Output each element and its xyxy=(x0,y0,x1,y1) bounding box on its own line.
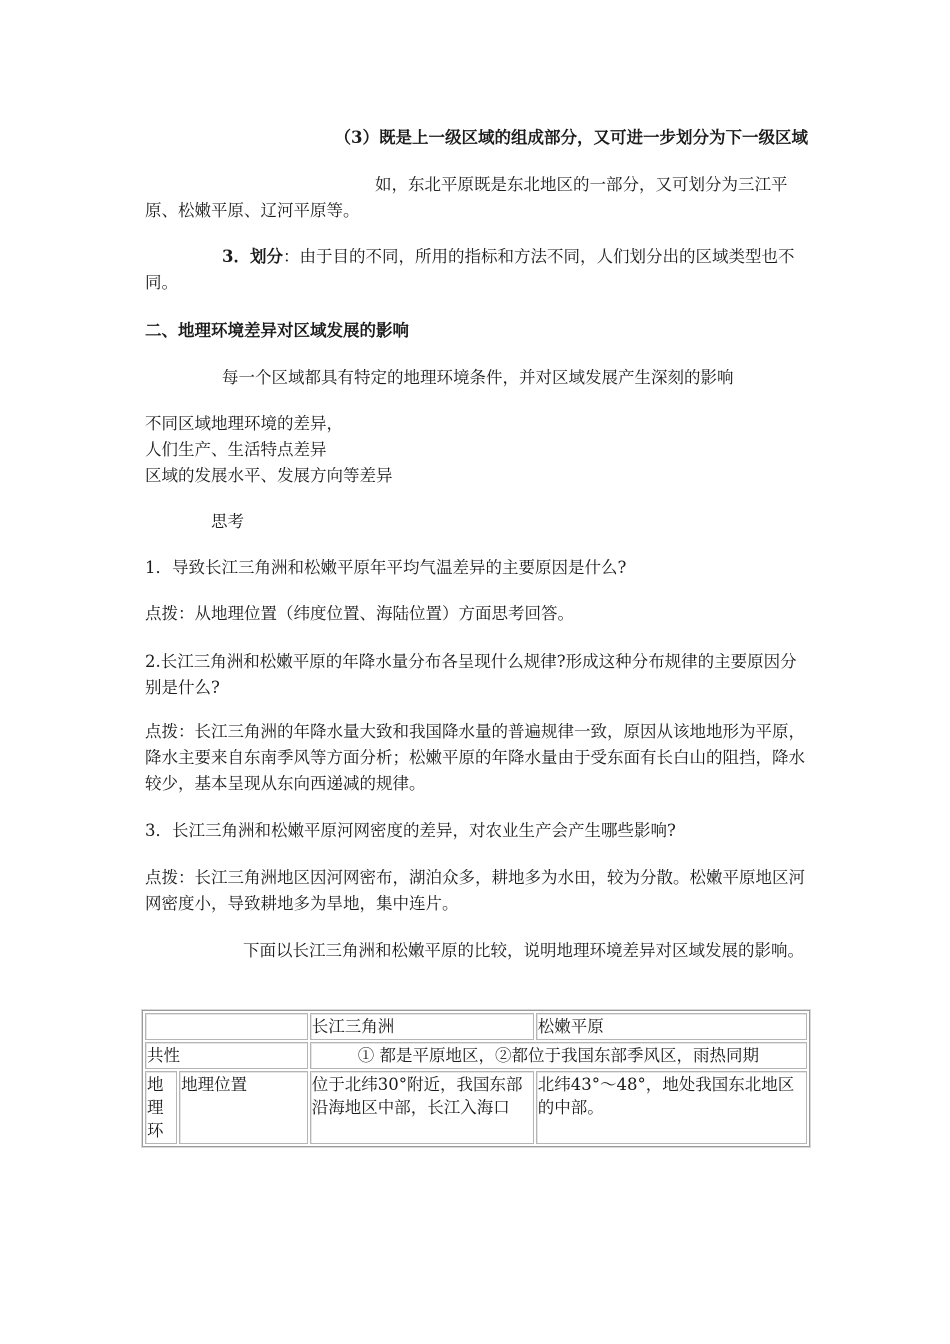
intro-paragraph: 每一个区域都具有特定的地理环境条件，并对区域发展产生深刻的影响 xyxy=(222,368,734,387)
cell-yrd-location: 位于北纬30°附近，我国东部沿海地区中部，长江入海口 xyxy=(310,1071,534,1144)
chain-line-3: 区域的发展水平、发展方向等差异 xyxy=(145,466,393,485)
point-division-number: 3．划分 xyxy=(222,247,283,266)
common-label-cell: 共性 xyxy=(145,1042,308,1069)
question-2: 2.长江三角洲和松嫩平原的年降水量分布各呈现什么规律?形成这种分布规律的主要原因分别是什么? xyxy=(145,652,797,697)
cell-songnen-location: 北纬43°～48°，地处我国东北地区的中部。 xyxy=(536,1071,807,1144)
table-header-empty xyxy=(145,1013,308,1040)
point-division-text: ：由于目的不同，所用的指标和方法不同，人们划分出的区域类型也不同。 xyxy=(145,247,795,292)
table-row xyxy=(145,1013,807,1040)
section-heading-2: 二、地理环境差异对区域发展的影响 xyxy=(145,321,409,340)
influence-chain xyxy=(145,411,808,489)
chain-line-2: 人们生产、生活特点差异 xyxy=(145,440,327,459)
table-header-yrd: 长江三角洲 xyxy=(310,1013,534,1040)
group-label-cell: 地理环 xyxy=(145,1071,177,1144)
chain-line-1: 不同区域地理环境的差异， xyxy=(145,414,343,433)
question-1: 1．导致长江三角洲和松嫩平原年平均气温差异的主要原因是什么? xyxy=(145,558,627,577)
question-3: 3．长江三角洲和松嫩平原河网密度的差异，对农业生产会产生哪些影响? xyxy=(145,821,676,840)
table-row xyxy=(145,1042,807,1069)
think-label: 思考 xyxy=(211,512,244,531)
answer-2: 点拨：长江三角洲的年降水量大致和我国降水量的普遍规律一致，原因从该地地形为平原，降水主要来自东南季风等方面分析；松嫩平原的年降水量由于受东面有长白山的阻挡，降水较少，基本呈现从东向西递减的规律。 xyxy=(145,722,805,793)
answer-1: 点拨：从地理位置（纬度位置、海陆位置）方面思考回答。 xyxy=(145,604,574,623)
answer-3: 点拨：长江三角洲地区因河网密布，湖泊众多，耕地多为水田，较为分散。松嫩平原地区河网密度小，导致耕地多为旱地，集中连片。 xyxy=(145,868,805,913)
point3-example: 如，东北平原既是东北地区的一部分，又可划分为三江平原、松嫩平原、辽河平原等。 xyxy=(145,175,788,220)
row-label-location: 地理位置 xyxy=(179,1071,308,1144)
common-text-cell: ① 都是平原地区，②都位于我国东部季风区，雨热同期 xyxy=(310,1042,807,1069)
table-row xyxy=(145,1071,807,1144)
point3-title: （3）既是上一级区域的组成部分，又可进一步划分为下一级区域 xyxy=(334,128,808,147)
comparison-table xyxy=(142,1010,810,1147)
point-division xyxy=(145,244,808,296)
table-intro: 下面以长江三角洲和松嫩平原的比较，说明地理环境差异对区域发展的影响。 xyxy=(243,941,804,960)
table-header-songnen: 松嫩平原 xyxy=(536,1013,807,1040)
